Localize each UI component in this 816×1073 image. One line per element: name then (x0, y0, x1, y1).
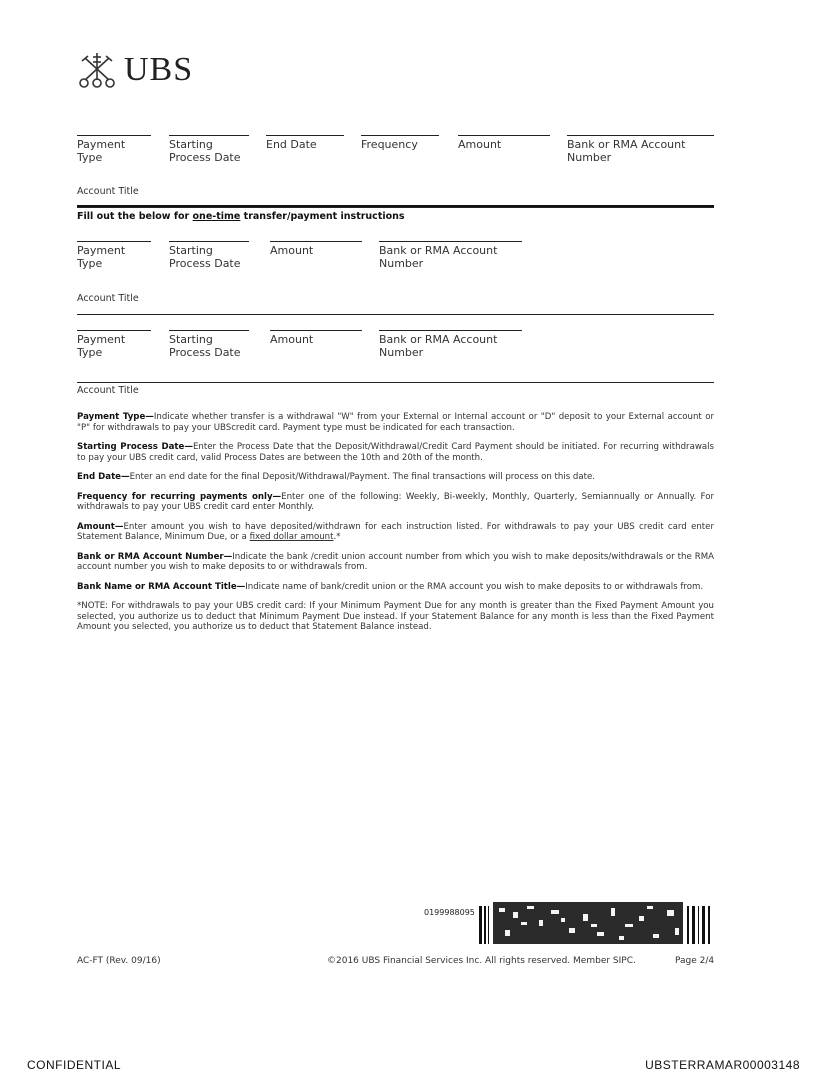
barcode-icon (479, 902, 714, 944)
note-disclaimer: *NOTE: For withdrawals to pay your UBS credit card: If your Minimum Payment Due for any month is greater than the Fixed Payment Amount you selected, you authorize us to deduct that Minimum Payment Due instead. If your Statement Balance for any month is less than the Fixed Payment Amount you selected, you authorize us to deduct that Statement Balance instead. (77, 601, 714, 632)
account-title-label: Account Title (77, 293, 139, 304)
header-emphasis: one-time (192, 211, 241, 222)
field-bank-account-number[interactable]: Bank or RMA Account Number (567, 135, 714, 164)
field-bank-account-number[interactable]: Bank or RMA Account Number (379, 330, 522, 359)
field-payment-type[interactable]: Payment Type (77, 241, 151, 270)
field-end-date[interactable]: End Date (266, 135, 344, 151)
field-starting-process-date[interactable]: Starting Process Date (169, 241, 249, 270)
recurring-fields-row (0, 135, 816, 175)
one-time-instructions-header (77, 205, 714, 222)
logo-text: UBS (124, 51, 194, 88)
divider (77, 314, 714, 315)
copyright: ©2016 UBS Financial Services Inc. All rights reserved. Member SIPC. (327, 956, 636, 966)
form-id: AC-FT (Rev. 09/16) (77, 956, 161, 966)
note-frequency: Frequency for recurring payments only—Enter one of the following: Weekly, Bi-weekly, Monthly, Quarterly, Semiannually or Annually. For withdrawals to pay your UBS credit card enter Monthly. (77, 491, 714, 512)
one-time-fields-row-1 (0, 241, 816, 281)
ubs-logo (76, 50, 193, 90)
note-amount: Amount—Enter amount you wish to have deposited/withdrawn for each instruction listed. For withdrawals to pay your UBS credit card enter Statement Balance, Minimum Due, or a fixed dollar amount.* (77, 521, 714, 542)
field-payment-type[interactable]: Payment Type (77, 330, 151, 359)
field-starting-process-date[interactable]: Starting Process Date (169, 330, 249, 359)
note-starting-process-date: Starting Process Date—Enter the Process Date that the Deposit/Withdrawal/Credit Card Payment should be initiated. For recurring withdrawals to pay your UBS credit card, valid Process Dates are between the 10th and 20th of the month. (77, 442, 714, 463)
barcode-number: 0199988095 (424, 908, 475, 917)
note-bank-name: Bank Name or RMA Account Title—Indicate name of bank/credit union or the RMA account you wish to make deposits to or withdrawals from. (77, 581, 704, 592)
field-instructions (77, 412, 714, 642)
confidential-label: CONFIDENTIAL (27, 1058, 122, 1072)
field-amount[interactable]: Amount (270, 330, 362, 346)
header-suffix: transfer/payment instructions (240, 211, 405, 222)
field-frequency[interactable]: Frequency (361, 135, 439, 151)
field-bank-account-number[interactable]: Bank or RMA Account Number (379, 241, 522, 270)
bates-number: UBSTERRAMAR00003148 (645, 1058, 800, 1072)
account-title-label: Account Title (77, 186, 139, 197)
one-time-account-title-row-1[interactable] (77, 293, 714, 315)
note-payment-type: Payment Type—Indicate whether transfer is a withdrawal "W" from your External or Internal account or "D" deposit to your External account or "P" for withdrawals to pay your UBScredit card. Payment type must be indicated for each transaction. (77, 412, 714, 433)
page-number: Page 2/4 (675, 956, 715, 966)
field-amount[interactable]: Amount (270, 241, 362, 257)
field-starting-process-date[interactable]: Starting Process Date (169, 135, 249, 164)
note-end-date: End Date—Enter an end date for the final Deposit/Withdrawal/Payment. The final transactions will process on this date. (77, 472, 596, 482)
one-time-fields-row-2 (0, 330, 816, 370)
header-prefix: Fill out the below for (77, 211, 193, 222)
divider (77, 382, 714, 383)
field-amount[interactable]: Amount (458, 135, 550, 151)
note-bank-account-number: Bank or RMA Account Number—Indicate the bank /credit union account number from which you wish to make deposits/withdrawals or the RMA account number you wish to make deposits to or withdrawals from. (77, 551, 715, 572)
account-title-label: Account Title (77, 385, 139, 396)
field-payment-type[interactable]: Payment Type (77, 135, 151, 164)
one-time-account-title-row-2[interactable] (77, 382, 714, 394)
keys-icon (76, 50, 118, 90)
